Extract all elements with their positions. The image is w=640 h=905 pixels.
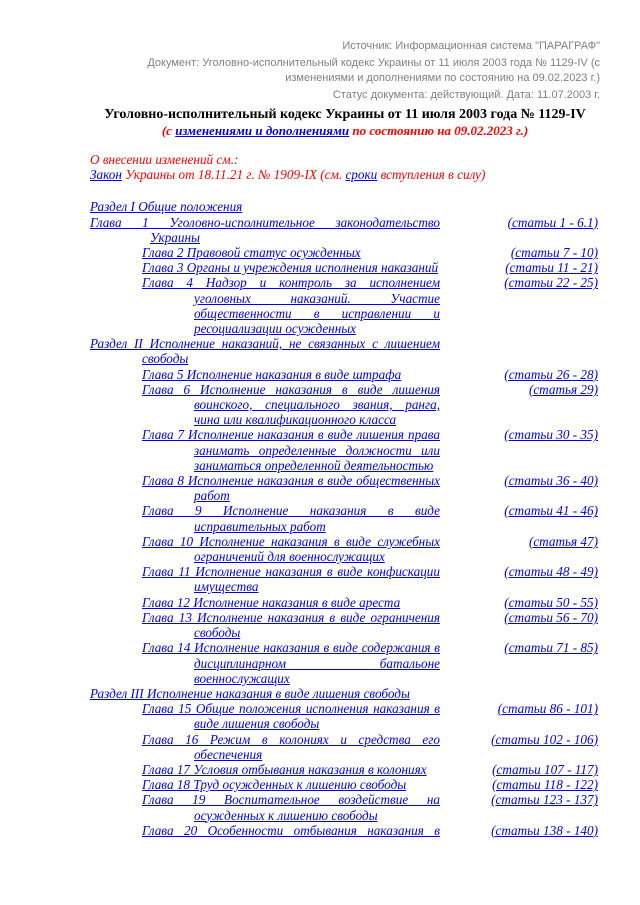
- toc-section-row: [90, 686, 598, 701]
- toc-chapter-row: [90, 564, 598, 594]
- toc-chapter-row: [90, 503, 598, 533]
- amendments-intro: О внесении изменений см.:: [90, 152, 239, 167]
- toc-chapter-row: [90, 762, 598, 777]
- toc-chapter-row: [90, 367, 598, 382]
- toc-chapter-row: [90, 701, 598, 731]
- toc-chapter-link[interactable]: Глава 20 Особенности отбывания наказания в: [142, 822, 440, 838]
- toc-chapter-link[interactable]: Глава 9 Исполнение наказания в виде исправительных работ: [142, 503, 440, 534]
- toc-articles-link[interactable]: (статьи 50 - 55): [504, 594, 598, 610]
- toc-chapter-row: [90, 640, 598, 686]
- toc-section-row: [90, 199, 598, 214]
- subtitle-suffix: по состоянию на 09.02.2023 г.): [349, 123, 529, 138]
- toc-articles-link[interactable]: (статьи 56 - 70): [504, 609, 598, 625]
- toc-section-link[interactable]: Раздел I Общие положения: [90, 199, 243, 215]
- toc-chapter-row: [90, 275, 598, 336]
- toc-chapter-row: [90, 792, 598, 822]
- toc-section-link[interactable]: Раздел II Исполнение наказаний, не связанных с лишением свободы: [90, 336, 440, 367]
- toc-chapter-link[interactable]: Глава 3 Органы и учреждения исполнения наказаний: [142, 260, 439, 276]
- toc-articles-link[interactable]: (статьи 30 - 35): [504, 427, 598, 443]
- toc-chapter-link[interactable]: Глава 18 Труд осужденных к лишению свободы: [142, 777, 407, 793]
- toc-chapter-link[interactable]: Глава 1 Уголовно-исполнительное законодательство Украины: [90, 214, 440, 245]
- toc-chapter-link[interactable]: Глава 2 Правовой статус осужденных: [142, 245, 361, 261]
- toc-chapter-link[interactable]: Глава 7 Исполнение наказания в виде лишения права занимать определенные должности или заниматься определенной деятельностью: [142, 427, 440, 473]
- toc-chapter-link[interactable]: Глава 6 Исполнение наказания в виде лишения воинского, специального звания, ранга, чина или квалификационного класса: [142, 381, 440, 428]
- toc-articles-link[interactable]: (статьи 1 - 6.1): [507, 214, 598, 230]
- toc-chapter-row: [90, 595, 598, 610]
- toc-articles-link[interactable]: (статьи 41 - 46): [504, 503, 598, 519]
- toc-chapter-row: [90, 732, 598, 762]
- toc-articles-link[interactable]: (статьи 138 - 140): [491, 822, 598, 838]
- meta-source-line: Источник: Информационная система "ПАРАГРАФ": [342, 40, 600, 52]
- toc-chapter-link[interactable]: Глава 8 Исполнение наказания в виде общественных работ: [142, 473, 440, 504]
- toc-chapter-row: [90, 473, 598, 503]
- document-subtitle: [90, 123, 600, 138]
- toc-chapter-row: [90, 427, 598, 473]
- toc-chapter-link[interactable]: Глава 12 Исполнение наказания в виде ареста: [142, 594, 401, 610]
- toc-chapter-row: [90, 777, 598, 792]
- toc-articles-link[interactable]: (статья 47): [528, 533, 598, 549]
- subtitle-prefix: (с: [161, 123, 176, 138]
- toc-articles-link[interactable]: (статьи 71 - 85): [504, 640, 598, 656]
- toc-chapter-row: [90, 534, 598, 564]
- toc-articles-link[interactable]: (статьи 7 - 10): [510, 245, 598, 261]
- toc-chapter-link[interactable]: Глава 17 Условия отбывания наказания в колониях: [142, 761, 427, 777]
- toc-section-link[interactable]: Раздел III Исполнение наказания в виде лишения свободы: [90, 685, 410, 701]
- toc-chapter-row: [90, 260, 598, 275]
- amendments-law-line: [90, 167, 600, 182]
- toc-chapter-link[interactable]: Глава 15 Общие положения исполнения наказания в виде лишения свободы: [142, 701, 440, 732]
- toc-articles-link[interactable]: (статьи 107 - 117): [492, 761, 598, 777]
- law-line-tail: вступления в силу): [377, 167, 486, 183]
- toc-articles-link[interactable]: (статьи 22 - 25): [504, 275, 598, 291]
- toc-articles-link[interactable]: (статьи 11 - 21): [505, 260, 598, 276]
- toc-chapter-row: [90, 245, 598, 260]
- toc-section-row: [90, 336, 598, 366]
- amendments-note: [90, 152, 600, 182]
- meta-status-line: Статус документа: действующий. Дата: 11.07.2003 г.: [332, 89, 600, 101]
- toc-articles-link[interactable]: (статья 29): [528, 381, 598, 397]
- table-of-contents: [90, 199, 598, 838]
- toc-chapter-link[interactable]: Глава 5 Исполнение наказания в виде штрафа: [142, 366, 402, 382]
- toc-chapter-link[interactable]: Глава 11 Исполнение наказания в виде конфискации имущества: [142, 564, 440, 595]
- toc-articles-link[interactable]: (статьи 118 - 122): [492, 777, 598, 793]
- law-line-middle: Украины от 18.11.21 г. № 1909-IX (см.: [121, 167, 346, 183]
- law-link[interactable]: Закон: [90, 167, 122, 183]
- toc-chapter-row: [90, 610, 598, 640]
- toc-chapter-link[interactable]: Глава 19 Воспитательное воздействие на осужденных к лишению свободы: [142, 792, 440, 823]
- toc-articles-link[interactable]: (статьи 48 - 49): [504, 564, 598, 580]
- toc-chapter-row: [90, 823, 598, 838]
- toc-chapter-link[interactable]: Глава 10 Исполнение наказания в виде служебных ограничений для военнослужащих: [142, 533, 440, 565]
- terms-link[interactable]: сроки: [345, 167, 378, 183]
- toc-articles-link[interactable]: (статьи 123 - 137): [491, 792, 598, 808]
- toc-articles-link[interactable]: (статьи 102 - 106): [491, 731, 598, 747]
- meta-document-line: Документ: Уголовно-исполнительный кодекс Украины от 11 июля 2003 года № 1129-IV (с изменениями и дополнениями по состоянию на 09.02.2023 г.): [147, 57, 600, 84]
- amendments-link[interactable]: изменениями и дополнениями: [175, 123, 350, 138]
- page-title: Уголовно-исполнительный кодекс Украины от 11 июля 2003 года № 1129-IV: [104, 107, 586, 122]
- toc-articles-link[interactable]: (статьи 36 - 40): [504, 473, 598, 489]
- toc-chapter-link[interactable]: Глава 16 Режим в колониях и средства его обеспечения: [142, 731, 440, 762]
- toc-articles-link[interactable]: (статьи 86 - 101): [497, 701, 598, 717]
- toc-chapter-link[interactable]: Глава 13 Исполнение наказания в виде ограничения свободы: [142, 609, 440, 641]
- toc-chapter-row: [90, 382, 598, 428]
- document-meta-header: [90, 39, 600, 103]
- toc-articles-link[interactable]: (статьи 26 - 28): [504, 366, 598, 382]
- toc-chapter-row: [90, 215, 598, 245]
- toc-chapter-link[interactable]: Глава 14 Исполнение наказания в виде содержания в дисциплинарном батальоне военнослужащих: [142, 640, 440, 686]
- toc-chapter-link[interactable]: Глава 4 Надзор и контроль за исполнением уголовных наказаний. Участие общественности в исправлении и ресоциализации осужденных: [142, 275, 440, 337]
